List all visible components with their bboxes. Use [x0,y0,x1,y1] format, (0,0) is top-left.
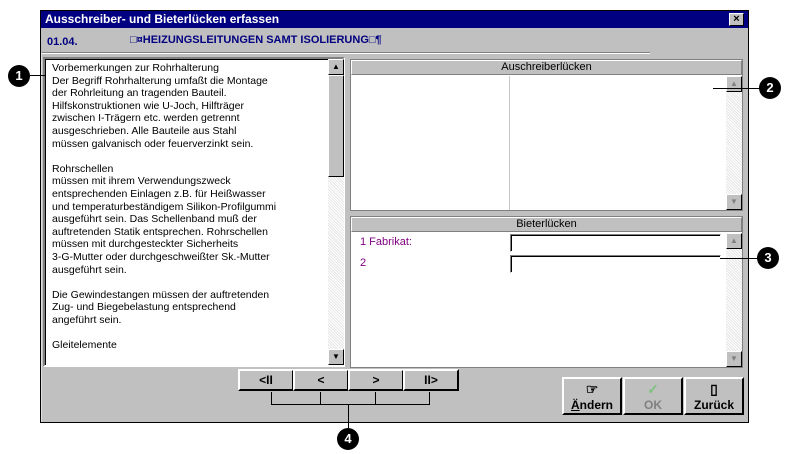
description-line: müssen galvanisch oder feuerverzinkt sein. [52,137,254,150]
description-line: und temperaturbeständigem Silikon-Profilgummi [52,200,277,213]
ok-button[interactable] [623,377,683,415]
description-text [52,62,332,352]
ausschreiber-panel [350,59,743,211]
description-line: müssen mit durchgesteckter Sicherheits [52,238,239,251]
description-line: Rohrschellen [52,162,114,175]
description-line: Der Begriff Rohrhalterung umfaßt die Montage [52,74,268,87]
description-line [52,150,332,163]
callout-leader-line [713,88,763,89]
scroll-up-icon[interactable]: ▲ [726,76,742,92]
fabrikat-input[interactable] [510,234,721,252]
description-line: Gleitelemente [52,339,117,352]
close-button[interactable]: × [729,13,744,26]
description-line: ausgeschrieben. Alle Bauteile aus Stahl [52,124,237,137]
window-title: Ausschreiber- und Bieterlücken erfassen [41,11,748,28]
bieter-scrollbar[interactable] [726,233,742,367]
description-line: Hilfskonstruktionen wie U-Joch, Hilfträger [52,99,244,112]
description-line: 3-G-Mutter oder durchgeschweißter Sk.-Mutter [52,250,270,263]
callout-leader-line [30,75,46,76]
header-divider [42,52,650,54]
bracket-line [429,392,430,404]
ausschreiber-scrollbar[interactable] [726,76,742,210]
ausschreiber-header: Auschreiberlücken [351,60,742,75]
zurueck-label: Zurück [693,398,734,412]
scroll-down-icon[interactable]: ▼ [328,349,344,365]
aendern-button[interactable] [562,377,622,415]
description-line: Zug- und Biegebelastung entsprechend [52,301,236,314]
callout-marker: 4 [337,428,359,450]
scroll-thumb[interactable] [328,75,344,177]
description-line: Vorbemerkungen zur Rohrhalterung [52,62,219,74]
bieter-row-label: 2 [360,257,367,269]
description-line: Die Gewindestangen müssen der auftretenden [52,288,270,301]
position-number: 01.04. [47,36,78,48]
door-exit-icon: ▯ [710,381,718,397]
bieter-row-label: 1 Fabrikat: [360,236,412,248]
first-record-button[interactable]: <II [238,369,294,391]
column-divider [509,76,510,210]
description-line: der Rohrleitung an tragenden Bauteil. [52,87,227,100]
description-line [52,276,332,289]
scroll-down-icon[interactable]: ▼ [726,351,742,367]
checkmark-icon: ✓ [647,381,659,397]
scroll-down-icon[interactable]: ▼ [726,194,742,210]
bieter-header: Bieterlücken [351,217,742,232]
description-line: angeführt sein. [52,313,122,326]
position-title: □¤HEIZUNGSLEITUNGEN SAMT ISOLIERUNG□¶ [130,34,382,46]
callout-leader-line [720,258,760,259]
next-record-button[interactable]: > [348,369,404,391]
bracket-line [348,404,349,428]
edit-hand-icon: ☞ [585,381,599,397]
callout-marker: 3 [757,247,779,269]
bracket-line [271,404,430,405]
bracket-line [320,392,321,404]
callout-marker: 1 [8,65,30,87]
bracket-line [271,392,272,404]
previous-record-button[interactable]: < [293,369,349,391]
description-line: auftretenden Statik entsprechen. Rohrschellen [52,225,268,238]
description-line: ausgeführt sein. [52,263,127,276]
scroll-up-icon[interactable]: ▲ [328,59,344,75]
description-line: zwischen I-Trägern etc. werden getrennt [52,112,240,125]
zurueck-button[interactable] [684,377,744,415]
bracket-line [375,392,376,404]
description-line: entsprechenden Einlagen z.B. für Heißwasser [52,187,266,200]
description-line: ausgeführt sein. Das Schellenband muß der [52,213,257,226]
description-line [52,326,332,339]
callout-marker: 2 [759,77,781,99]
aendern-label: Ändern [570,398,613,412]
scroll-up-icon[interactable]: ▲ [726,233,742,249]
description-line: müssen mit ihrem Verwendungszweck [52,175,231,188]
bieter-row-2-input[interactable] [510,255,721,273]
ok-label: OK [644,398,662,412]
last-record-button[interactable]: II> [403,369,459,391]
